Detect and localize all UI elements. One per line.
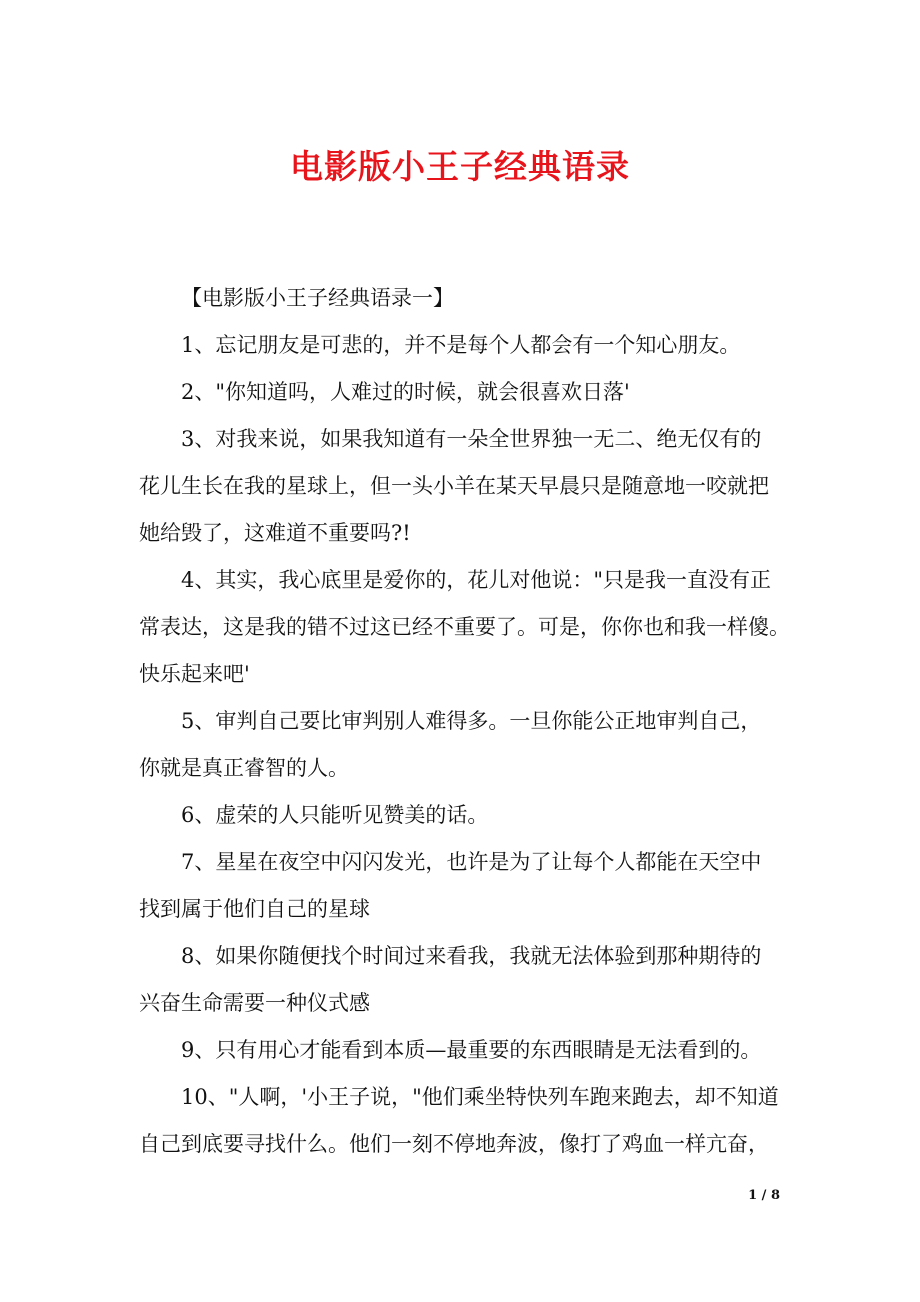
quote-line: 花儿生长在我的星球上，但一头小羊在某天早晨只是随意地一咬就把 bbox=[139, 474, 769, 498]
quote-list bbox=[139, 322, 791, 1168]
quote-line: 4、其实，我心底里是爱你的，花儿对他说："只是我一直没有正 bbox=[181, 568, 772, 592]
quote-paragraph bbox=[139, 792, 791, 839]
quote-paragraph bbox=[139, 369, 791, 416]
quote-line: 3、对我来说，如果我知道有一朵全世界独一无二、绝无仅有的 bbox=[181, 427, 762, 451]
section-heading-text: 【电影版小王子经典语录一】 bbox=[181, 286, 454, 310]
quote-paragraph bbox=[139, 1074, 791, 1168]
section-heading bbox=[139, 275, 791, 322]
page-number: 1 / 8 bbox=[748, 1188, 780, 1203]
quote-line: 快乐起来吧' bbox=[139, 662, 250, 686]
quote-line: 8、如果你随便找个时间过来看我，我就无法体验到那种期待的 bbox=[181, 944, 762, 968]
quote-line: 常表达，这是我的错不过这已经不重要了。可是，你你也和我一样傻。 bbox=[139, 615, 790, 639]
quote-paragraph bbox=[139, 322, 791, 369]
document-title: 电影版小王子经典语录 bbox=[290, 147, 630, 186]
quote-line: 1、忘记朋友是可悲的，并不是每个人都会有一个知心朋友。 bbox=[181, 333, 741, 357]
quote-line: 6、虚荣的人只能听见赞美的话。 bbox=[181, 803, 489, 827]
quote-line: 5、审判自己要比审判别人难得多。一旦你能公正地审判自己， bbox=[181, 709, 762, 733]
quote-line: 找到属于他们自己的星球 bbox=[139, 897, 370, 921]
quote-paragraph bbox=[139, 839, 791, 933]
quote-line: 兴奋生命需要一种仪式感 bbox=[139, 991, 370, 1015]
quote-paragraph bbox=[139, 557, 791, 698]
quote-line: 10、"人啊，'小王子说，"他们乘坐特快列车跑来跑去，却不知道 bbox=[181, 1085, 779, 1109]
quote-paragraph bbox=[139, 933, 791, 1027]
quote-line: 你就是真正睿智的人。 bbox=[139, 756, 349, 780]
quote-paragraph bbox=[139, 698, 791, 792]
quote-line: 自己到底要寻找什么。他们一刻不停地奔波，像打了鸡血一样亢奋， bbox=[139, 1132, 769, 1156]
document-body bbox=[139, 275, 791, 1168]
quote-line: 2、"你知道吗，人难过的时候，就会很喜欢日落' bbox=[181, 380, 630, 404]
quote-line: 她给毁了，这难道不重要吗?! bbox=[139, 521, 411, 545]
quote-paragraph bbox=[139, 416, 791, 557]
quote-line: 7、星星在夜空中闪闪发光，也许是为了让每个人都能在天空中 bbox=[181, 850, 762, 874]
quote-line: 9、只有用心才能看到本质—最重要的东西眼睛是无法看到的。 bbox=[181, 1038, 762, 1062]
quote-paragraph bbox=[139, 1027, 791, 1074]
